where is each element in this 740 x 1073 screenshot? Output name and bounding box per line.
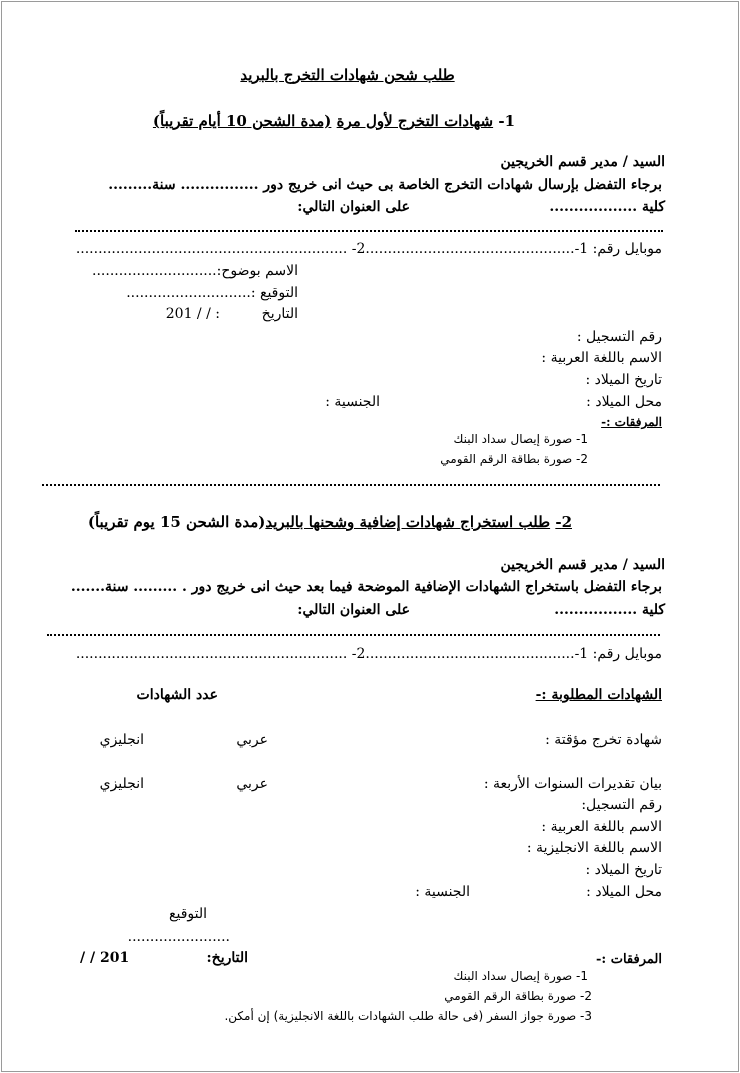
s2-signature: التوقيع xyxy=(169,906,207,922)
s1-name-clear: الاسم بوضوح:............................ xyxy=(92,263,298,279)
section-separator xyxy=(42,484,660,486)
s1-date-value: : / / 201 xyxy=(165,306,220,322)
s2-addressee: السيد / مدير قسم الخريجين xyxy=(500,557,665,573)
s2-attachments-label: المرفقات :- xyxy=(596,952,662,967)
section-1-note: (مدة الشحن 10 أيام تقريباً) xyxy=(152,112,332,130)
s2-mobile-line: موبايل رقم: 1-...............................................2- ............................................................. xyxy=(75,646,662,662)
s1-address-label: على العنوان التالي: xyxy=(297,199,410,215)
s1-address-line xyxy=(75,230,663,232)
s2-signature-line: ....................... xyxy=(127,929,230,945)
section-1-title: شهادات التخرج لأول مرة xyxy=(336,112,494,130)
s2-attachment-1: 1- صورة إيصال سداد البنك xyxy=(453,969,588,983)
s2-attachment-3: 3- صورة جواز السفر (فى حالة طلب الشهادات باللغة الانجليزية) إن أمكن. xyxy=(224,1009,592,1023)
s2-nationality: الجنسية : xyxy=(415,884,470,900)
s1-birth-place: محل الميلاد : xyxy=(586,394,662,410)
section-2-title: طلب استخراج شهادات إضافية وشحنها بالبريد xyxy=(265,513,551,531)
s2-address-label: على العنوان التالي: xyxy=(297,602,410,618)
s2-english-name: الاسم باللغة الانجليزية : xyxy=(526,840,662,856)
s2-four-years-grades: بيان تقديرات السنوات الأربعة : xyxy=(483,776,662,792)
s2-date-label: التاريخ: xyxy=(206,950,248,966)
s1-attachment-2: 2- صورة بطاقة الرقم القومي xyxy=(440,452,588,466)
s1-attachments-label: المرفقات :- xyxy=(601,415,662,429)
s2-attachment-2: 2- صورة بطاقة الرقم القومي xyxy=(444,989,592,1003)
s1-addressee: السيد / مدير قسم الخريجين xyxy=(500,154,665,170)
s2-birth-date: تاريخ الميلاد : xyxy=(585,862,662,878)
s2-birth-place: محل الميلاد : xyxy=(586,884,662,900)
s2-date-value xyxy=(80,951,129,965)
s2-required-certificates: الشهادات المطلوبة :- xyxy=(535,687,662,703)
s2-address-line xyxy=(47,634,660,636)
s2-faculty: كلية ................. xyxy=(554,602,665,618)
s1-attachment-1: 1- صورة إيصال سداد البنك xyxy=(453,432,588,446)
s2-request-text: برجاء التفضل باستخراج الشهادات الإضافية الموضحة فيما بعد حيث انى خريج دور . ......... سنة....... xyxy=(70,579,662,595)
section-1-number: 1- xyxy=(498,112,515,130)
s1-request-text: برجاء التفضل بإرسال شهادات التخرج الخاصة بى حيث انى خريج دور ................ سنة......... xyxy=(108,177,662,193)
page-title: طلب شحن شهادات التخرج بالبريد xyxy=(240,66,455,84)
s2-certificate-count-header: عدد الشهادات xyxy=(136,687,218,703)
s2-temp-english: انجليزي xyxy=(99,732,144,748)
s1-signature: التوقيع :............................ xyxy=(126,285,298,301)
section-2-number: 2- xyxy=(555,513,572,531)
s1-mobile-line: موبايل رقم: 1-...............................................2- ............................................................. xyxy=(75,241,662,257)
section-2-heading xyxy=(88,515,572,530)
s1-birth-date: تاريخ الميلاد : xyxy=(585,372,662,388)
s1-nationality: الجنسية : xyxy=(325,394,380,410)
s1-date-label: التاريخ xyxy=(261,306,298,322)
s1-registration: رقم التسجيل : xyxy=(576,329,662,345)
s2-grades-arabic: عربي xyxy=(236,776,268,792)
s2-temp-arabic: عربي xyxy=(236,732,268,748)
s2-grades-english: انجليزي xyxy=(99,776,144,792)
section-1-heading xyxy=(153,114,515,129)
s2-temp-certificate: شهادة تخرج مؤقتة : xyxy=(545,732,662,748)
s1-faculty: كلية .................. xyxy=(549,199,665,215)
s2-arabic-name: الاسم باللغة العربية : xyxy=(541,819,662,835)
s2-registration: رقم التسجيل: xyxy=(581,797,662,813)
s2-date-digits: / / 201 xyxy=(80,950,130,966)
s1-arabic-name: الاسم باللغة العربية : xyxy=(541,350,662,366)
section-2-note: (مدة الشحن 15 يوم تقريباً) xyxy=(87,513,266,531)
